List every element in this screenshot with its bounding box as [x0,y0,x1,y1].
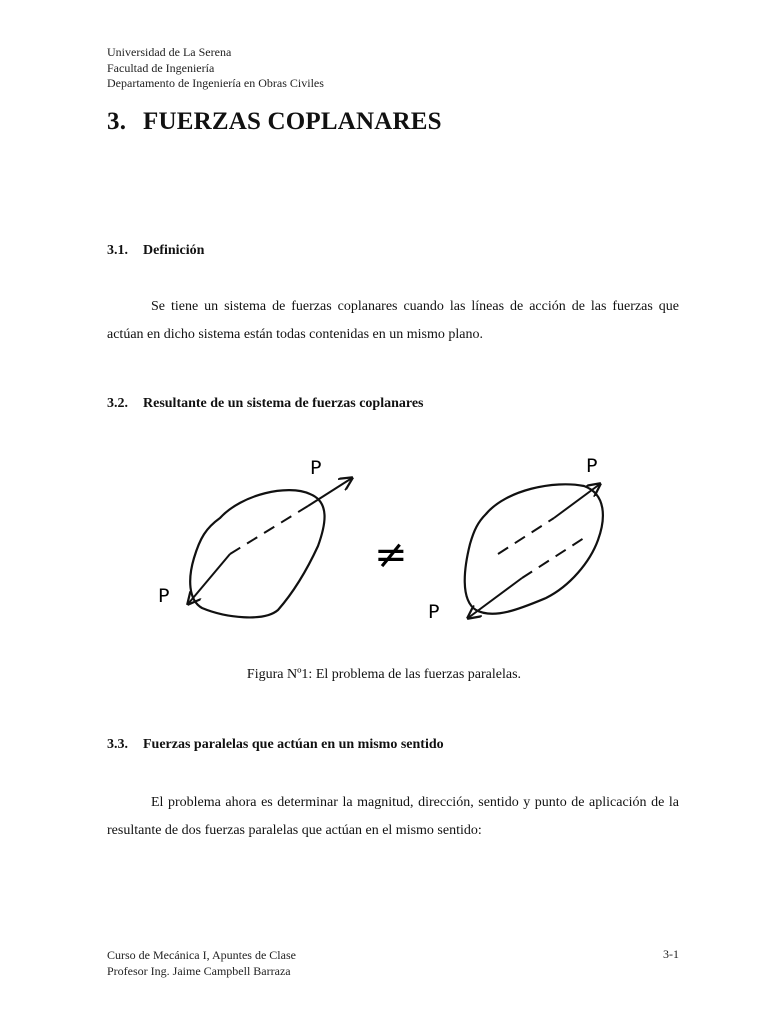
page-number: 3-1 [663,947,679,961]
page-footer [107,947,296,979]
parallel-forces-figure [130,422,660,662]
section-heading-3-3 [107,737,444,753]
section-number: 3.2. [107,396,128,411]
left-force-arrow-upper [308,478,352,506]
right-lower-force-dashed [522,538,584,578]
left-force-dashed-line [230,506,308,554]
parallel-forces-paragraph: El problema ahora es determinar la magnitud, dirección, sentido y punto de aplicación de la resultante de dos fuerzas paralelas que actúan en el mismo sentido: [107,795,679,838]
chapter-title-text: FUERZAS COPLANARES [143,108,442,135]
section-title: Definición [143,243,205,258]
professor-name: Profesor Ing. Jaime Campbell Barraza [107,964,291,978]
section-number: 3.1. [107,243,128,258]
section-heading-3-1 [107,243,204,259]
course-name: Curso de Mecánica I, Apuntes de Clase [107,948,296,962]
right-upper-force-arrow [554,484,600,518]
label-p-bottom-right: P [428,601,440,623]
university-name: Universidad de La Serena [107,45,232,59]
page-header [107,45,324,92]
faculty-name: Facultad de Ingeniería [107,60,215,75]
chapter-title [107,108,442,136]
right-body-outline [465,484,603,613]
section-title: Resultante de un sistema de fuerzas coplanares [143,396,424,411]
right-upper-force-dashed [498,518,554,554]
label-p-bottom-left: P [158,585,170,607]
left-force-arrow-lower [188,554,230,604]
figure-caption: Figura Nº1: El problema de las fuerzas paralelas. [246,667,522,682]
label-p-top-right: P [586,455,598,477]
label-p-top-left: P [310,457,322,479]
department-name: Departamento de Ingeniería en Obras Civiles [107,76,324,90]
chapter-number: 3. [107,108,127,135]
right-lower-force-arrow [468,578,522,618]
not-equal-sign: ≠ [374,532,408,578]
definition-paragraph: Se tiene un sistema de fuerzas coplanares cuando las líneas de acción de las fuerzas que actúan en dicho sistema están todas contenidas en un mismo plano. [107,299,679,342]
section-number: 3.3. [107,737,128,752]
section-title: Fuerzas paralelas que actúan en un mismo sentido [143,737,444,752]
section-heading-3-2 [107,396,424,412]
